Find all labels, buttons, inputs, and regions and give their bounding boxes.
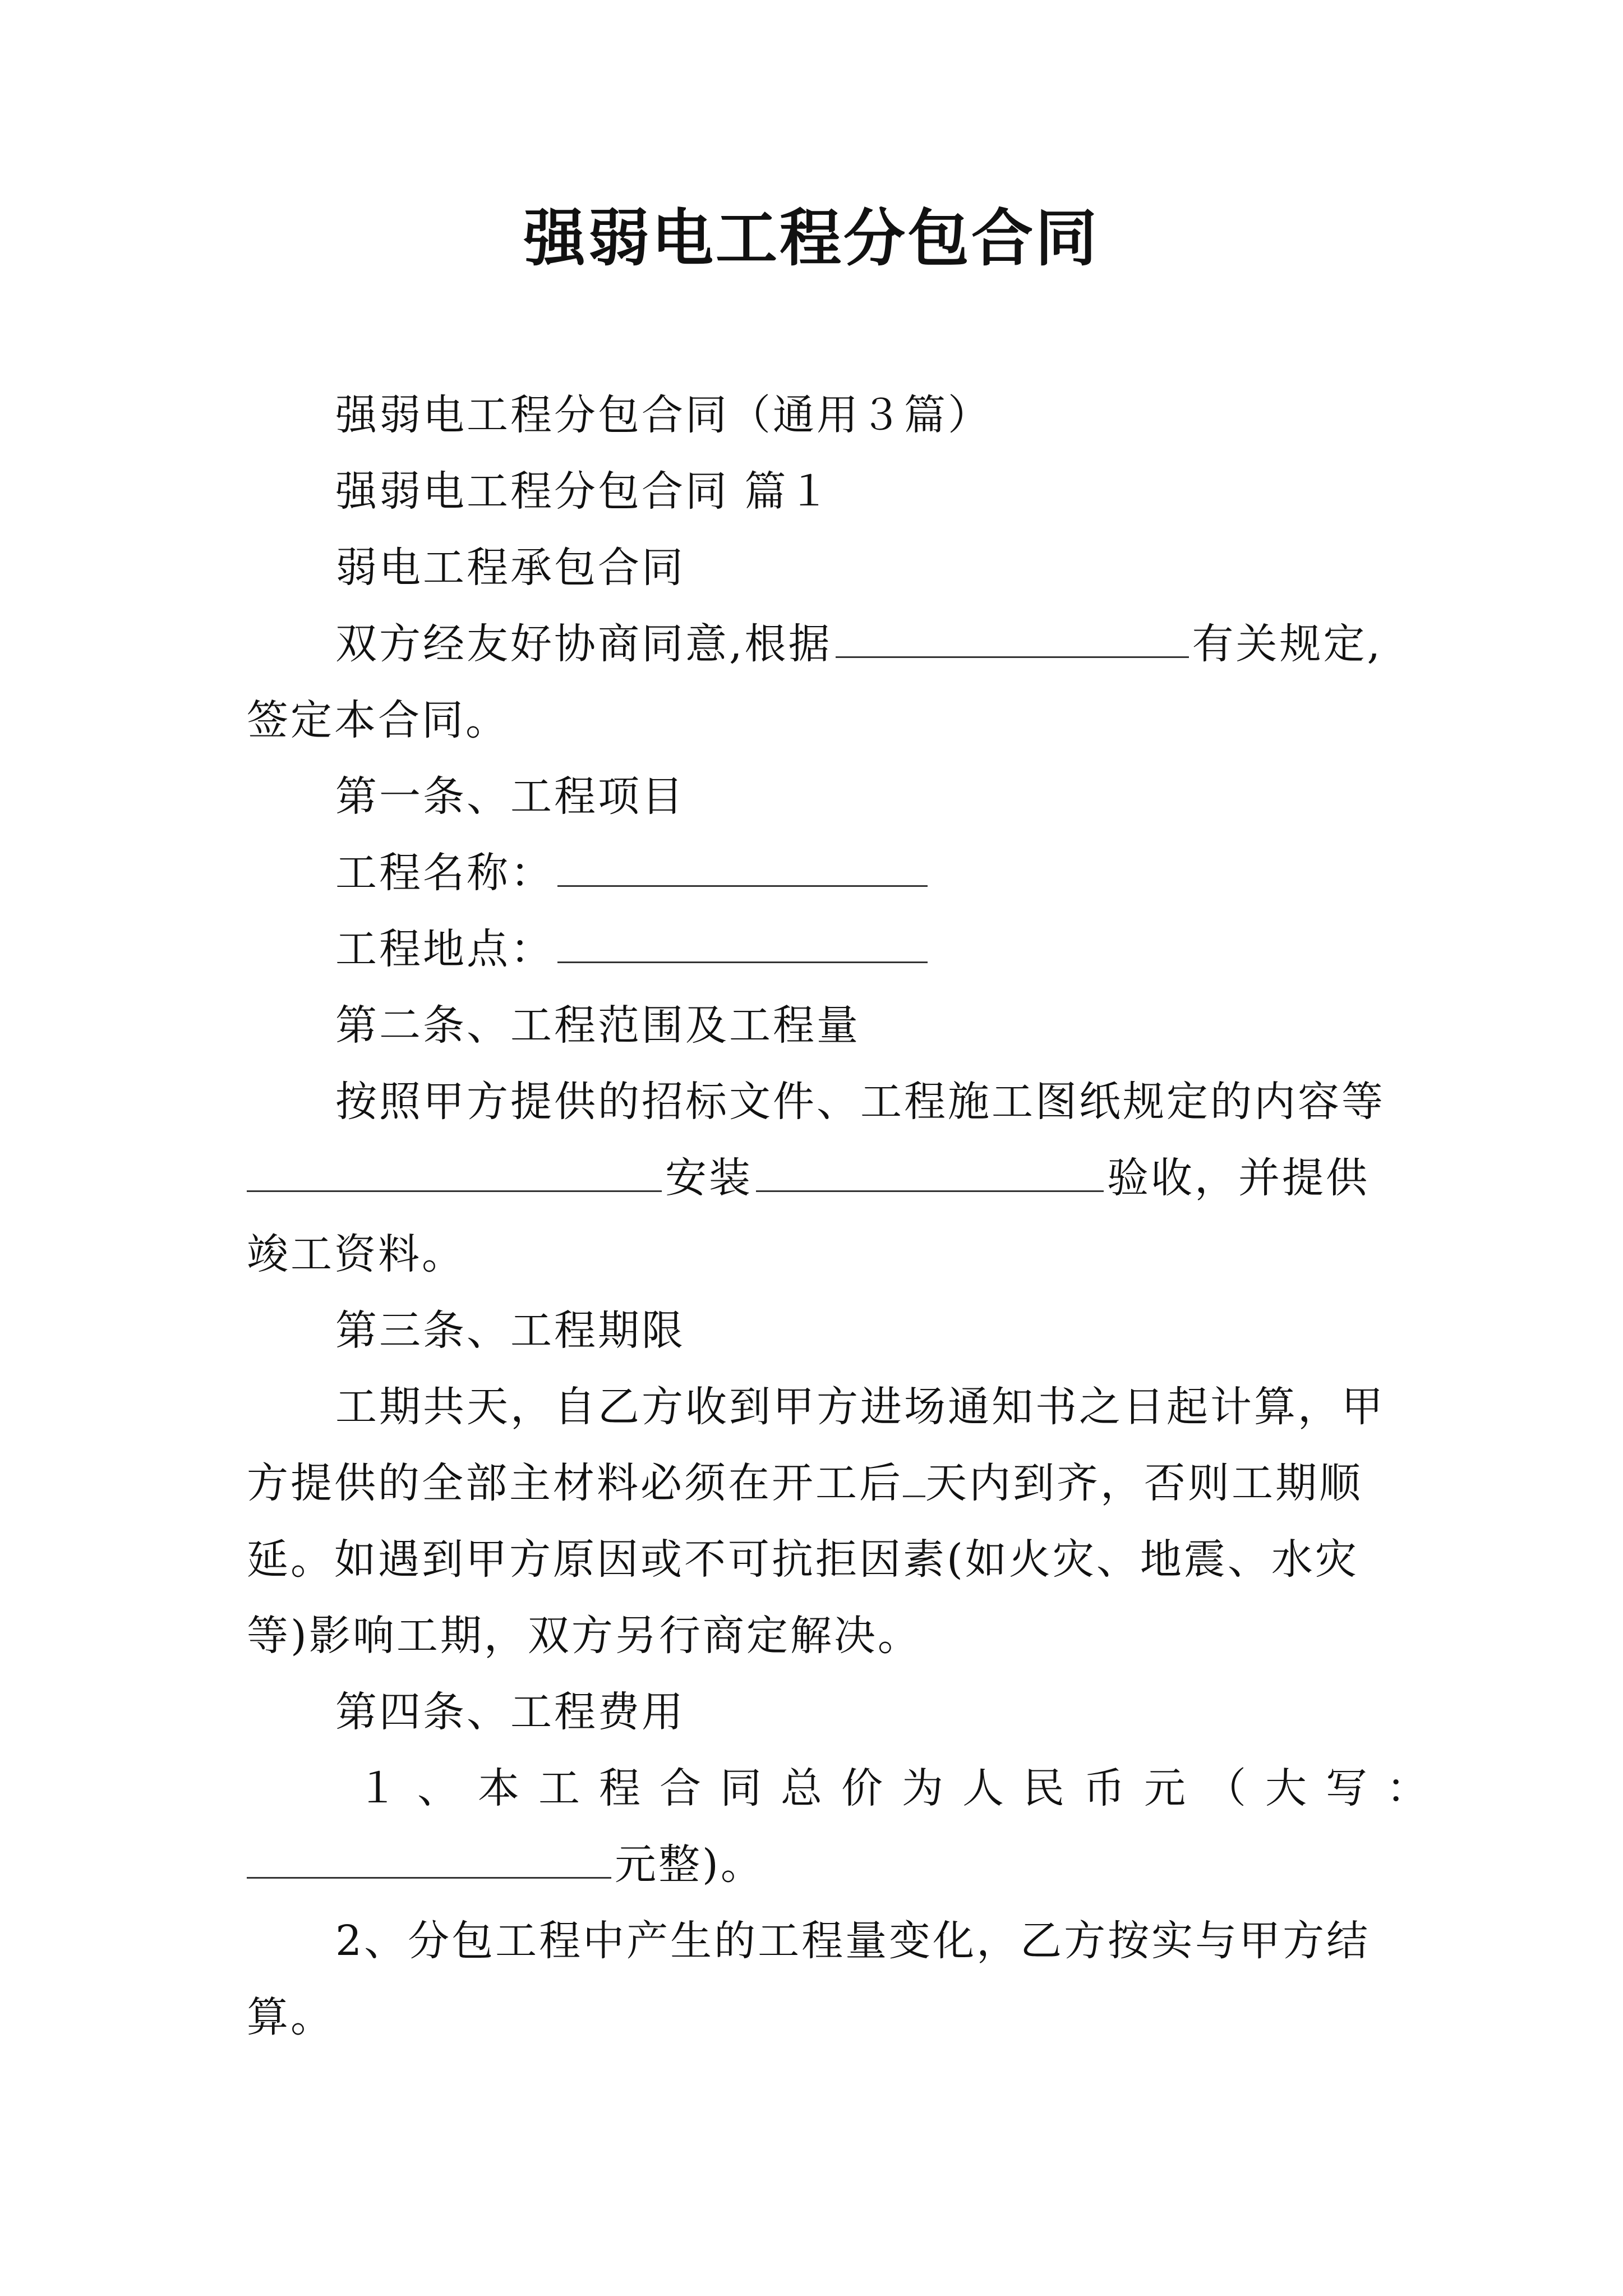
fill-blank — [247, 1156, 662, 1192]
article-heading-2: 第二条、工程范围及工程量 — [335, 1001, 860, 1050]
paragraph-line — [247, 1150, 1370, 1206]
field-label: 工程地点： — [335, 925, 554, 973]
text-segment: 验收，并提供 — [1107, 1154, 1370, 1202]
paragraph-line — [247, 1837, 764, 1893]
text-segment: 元整)。 — [615, 1841, 764, 1889]
paragraph-line: 等)影响工期，双方另行商定解决。 — [247, 1612, 921, 1660]
section-heading-1: 强弱电工程分包合同 篇１ — [335, 467, 832, 516]
text-segment: 有关规定, — [1192, 620, 1383, 668]
article-heading-1: 第一条、工程项目 — [335, 772, 685, 821]
paragraph-line: 按照甲方提供的招标文件、工程施工图纸规定的内容等 — [335, 1078, 1385, 1126]
paragraph-line — [335, 616, 1382, 672]
article-heading-3: 第三条、工程期限 — [335, 1306, 685, 1355]
paragraph-line: 2、分包工程中产生的工程量变化，乙方按实与甲方结 — [335, 1917, 1371, 1965]
article-heading-4: 第四条、工程费用 — [335, 1688, 685, 1736]
paragraph-line: 延。如遇到甲方原因或不可抗拒因素(如火灾、地震、水灾 — [247, 1535, 1359, 1584]
fill-blank — [557, 850, 928, 887]
fill-blank — [756, 1156, 1104, 1192]
paragraph-line: 工期共天，自乙方收到甲方进场通知书之日起计算，甲 — [335, 1383, 1385, 1431]
text-segment: 安装 — [665, 1154, 753, 1202]
text-segment: 天内到齐，否则工期顺 — [925, 1459, 1363, 1507]
fill-blank — [557, 927, 928, 963]
document-title: 强弱电工程分包合同 — [524, 202, 1099, 274]
text-segment: 双方经友好协商同意,根据 — [335, 620, 832, 668]
paragraph-line: 算。 — [247, 1993, 334, 2041]
text-segment: 方提供的全部主材料必须在开工后 — [247, 1459, 903, 1507]
fill-blank — [836, 622, 1189, 658]
contract-heading: 弱电工程承包合同 — [335, 544, 685, 592]
field-line — [335, 921, 931, 977]
paragraph-line: 竣工资料。 — [247, 1230, 465, 1278]
paragraph-line: １、本工程合同总价为人民币元（大写： — [357, 1764, 1447, 1812]
field-line — [335, 845, 931, 901]
fill-blank — [247, 1842, 611, 1879]
paragraph-line: 签定本合同。 — [247, 696, 509, 744]
fill-blank — [903, 1461, 925, 1497]
field-label: 工程名称： — [335, 849, 554, 897]
paragraph-line — [247, 1455, 1363, 1511]
subtitle-line: 强弱电工程分包合同（通用３篇） — [335, 391, 992, 439]
